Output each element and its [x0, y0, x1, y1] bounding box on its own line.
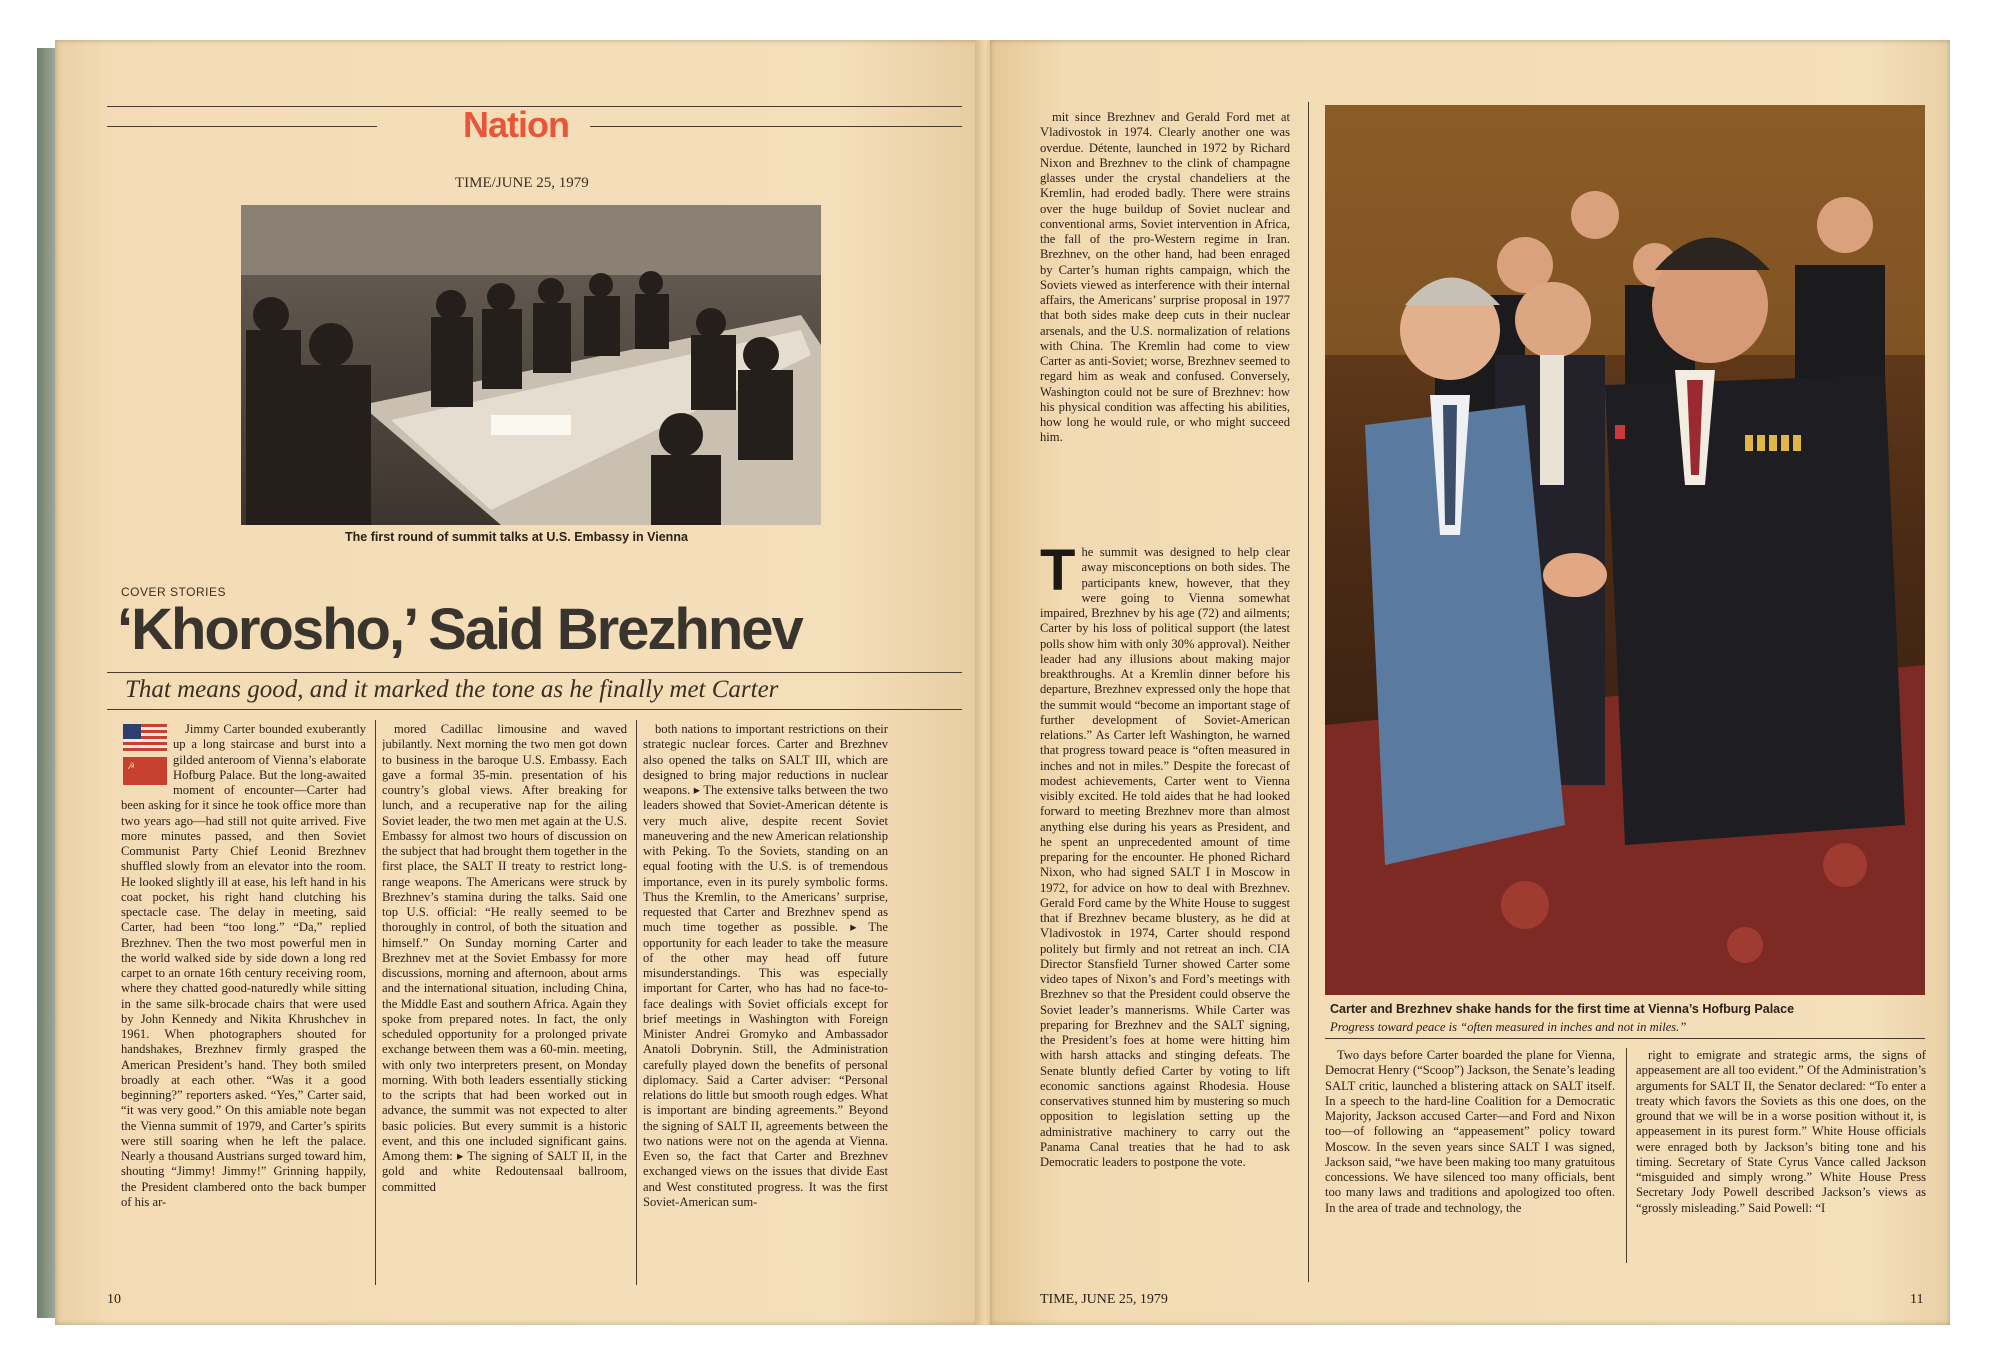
caption-rule: [1325, 1038, 1925, 1039]
right-column-1b-text: he summit was designed to help clear away misconceptions on both sides. The participants knew, however, that they were going to Vienna somewhat impaired, Brezhnev by his age (72) and ailments; Carter by his loss of political support (the latest polls show him with only 30% approval). Neither leader had any illusions about making major breakthroughs. At a Kremlin dinner before his departure, Brezhnev expressed only the hope that the summit would “become an important stage of further development of Soviet-American relations.” As Carter left Washington, he warned that progress toward peace is “often measured in inches and not in miles.” Despite the forecast of modest achievements, Carter went to Vienna visibly excited. He told aides that he had looked forward to meeting Brezhnev more than almost anything else during his years as President, and he spent an unprecedented amount of time preparing for the encounter. He phoned Richard Nixon, who had signed SALT I in Moscow in 1972, for advice on how to deal with Brezhnev. Gerald Ford came by the White House to suggest that if Brezhnev became blustery, as he did at Vladivostok in 1974, Carter should respond politely but firmly and not retreat an inch. CIA Director Stansfield Turner showed Carter some video tapes of Nixon’s and Ford’s meetings with Brezhnev so that the President could observe the Soviet leader’s mannerisms. While Carter was preparing for Brezhnev and the SALT signing, the President’s foes at home were hitting him with harsh attacks and stinging defeats. The Senate bluntly defied Carter by voting to lift economic sanctions against Rhodesia. House conservatives stunned him by mustering so much opposition to legislation setting up the administrative machinery to carry out the Panama Canal treaties that he had to ask Democratic leaders to postpone the vote.: [1040, 545, 1290, 1169]
summit-talks-photo: [241, 205, 821, 525]
right-photo-caption: Carter and Brezhnev shake hands for the first time at Vienna’s Hofburg Palace: [1330, 1002, 1795, 1016]
column-divider-1: [375, 720, 376, 1285]
svg-text:☭: ☭: [127, 762, 136, 772]
right-column-2-text: Two days before Carter boarded the plane for Vienna, Democrat Henry (“Scoop”) Jackson, the Senate’s leading SALT critic, launched a blistering attack on SALT itself. In a speech to the hard-line Coalition for a Democratic Majority, Jackson accused Carter—and Ford and Nixon too—of following an “appeasement” policy toward Moscow. In the seven years since SALT I was signed, Jackson said, “we have been making too many gratuitous concessions. We have silenced too many officials, bent too many laws and traditions and apologized too often. In the area of trade and technology, the: [1325, 1048, 1615, 1215]
handshake-image: [1325, 105, 1925, 995]
column-3-text: both nations to important restrictions on their strategic nuclear forces. Carter and Brezhnev also opened the talks on SALT III, which are designed to bring major reductions in nuclear weapons. ▸ The extensive talks between the two leaders showed that Soviet-American détente is very much alive, despite recent Soviet maneuvering and the new American relationship with Peking. To the Soviets, standing on an equal footing with the U.S. is of tremendous importance, even in its purely symbolic forms. Thus the Kremlin, to the Americans’ surprise, requested that Carter and Brezhnev spend as much time together as possible. ▸ The opportunity for each leader to take the measure of the other may head off future misunderstandings. This was especially important for Carter, who has had no face-to-face dealings with Soviet officials except for brief meetings in Washington with Foreign Minister Andrei Gromyko and Ambassador Anatoli Dobrynin. Still, the Administration carefully played down the benefits of personal diplomacy. Said a Carter adviser: “Personal relations do little but smooth rough edges. What is important are binding agreements.” Beyond the signing of SALT II, agreements between the two nations were not on the agenda at Vienna. Even so, the fact that Carter and Brezhnev exchanged views on the issues that divide East and West constituted progress. It was the first Soviet-American sum-: [643, 722, 888, 1209]
header-rule-left: [107, 126, 377, 127]
headline: ‘Khorosho,’ Said Brezhnev: [117, 597, 802, 662]
header-rule-right: [590, 126, 962, 127]
right-column-1-text: mit since Brezhnev and Gerald Ford met at Vladivostok in 1974. Clearly another one was overdue. Détente, launched in 1972 by Richard Nixon and Brezhnev to the clink of champagne glasses under the crystal chandeliers at the Kremlin, had eroded badly. There were strains over the huge buildup of Soviet nuclear and conventional arms, Soviet intervention in Africa, the fall of the pro-Western regime in Iran. Brezhnev, on the other hand, had been enraged by Carter’s human rights campaign, which the Soviets viewed as interference with their internal affairs, the Americans’ surprise proposal in 1977 that both sides make deep cuts in their nuclear arsenals, and the U.S. normalization of relations with China. The Kremlin had come to view Carter as anti-Soviet; worse, Brezhnev seemed to regard him as weak and confused. Conversely, Washington could not be sure of Brezhnev: how his physical condition was affecting his abilities, how long he would rule, or who might succeed him.: [1040, 110, 1290, 445]
subhead: That means good, and it marked the tone as he finally met Carter: [125, 676, 779, 703]
column-2-text: mored Cadillac limousine and waved jubilantly. Next morning the two men got down to business in the baroque U.S. Embassy. Each gave a formal 35-min. presentation of his country’s global views. After breaking for lunch, and a recuperative nap for the ailing Soviet leader, the two men met again at the U.S. Embassy for almost two hours of discussion on the subject that had brought them together in the first place, the SALT II treaty to restrict long-range weapons. The Americans were struck by Brezhnev’s stamina during the talks. Said one top U.S. official: “He really seemed to be thoroughly in control, of both the situation and himself.” On Sunday morning Carter and Brezhnev met at the Soviet Embassy for more discussions, morning and afternoon, about arms and the international situation, including China, the Middle East and southern Africa. Again they spoke from prepared notes. In fact, the only scheduled opportunity for a prolonged private exchange between them was a 60-min. meeting, with only two interpreters present, on Monday morning. With both leaders essentially sticking to the scripts that had been worked out in advance, the summit was not expected to alter basic policies. But every summit is a historic event, and this one included significant gains. Among them: ▸ The signing of SALT II, in the gold and white Redoutensaal ballroom, committed: [382, 722, 627, 1194]
dropcap: T: [1040, 545, 1076, 603]
right-column-2: [1325, 1048, 1615, 1263]
right-column-3: [1636, 1048, 1926, 1263]
column-divider-2: [636, 720, 637, 1285]
section-title: Nation: [463, 104, 569, 145]
subhead-rule: [107, 709, 962, 710]
page-number-right: 11: [1910, 1292, 1924, 1307]
left-photo-caption: The first round of summit talks at U.S. Embassy in Vienna: [345, 530, 688, 544]
article-column-2: [382, 722, 627, 1284]
article-column-3: [643, 722, 888, 1284]
right-column-3-text: right to emigrate and strategic arms, the signs of appeasement are all too evident.” Of the Administration’s arguments for SALT II, the Senator declared: “To enter a treaty which favors the Soviets as this one does, on the ground that we will be in a worse position without it, is appeasement in its purest form.” White House officials were enraged both by Jackson’s biting tone and his timing. Secretary of State Cyrus Vance called Jackson “misguided and simply wrong.” White House Press Secretary Jody Powell described Jackson’s views as “grossly misleading.” Said Powell: “I: [1636, 1048, 1926, 1215]
left-page: [55, 40, 980, 1325]
column-1-text: Jimmy Carter bounded exuberantly up a long staircase and burst into a gilded anteroom of Vienna’s elaborate Hofburg Palace. But the long-awaited moment of encounter—Carter had been asking for it since he took office more than two years ago—had still not quite arrived. Five more minutes passed, and then Soviet Communist Party Chief Leonid Brezhnev shuffled slowly from an elevator into the room. He looked slightly ill at ease, his left hand in his coat pocket, his right hand clutching his spectacle case. The delay in meeting, said Carter, had been “too long.” “Da,” replied Brezhnev. Then the two most powerful men in the world walked side by side down a long red carpet to an ornate 16th century receiving room, where they chatted good-naturedly while sitting in the same silk-brocade chairs that were used by John Kennedy and Nikita Khrushchev in 1961. When photographers shouted for handshakes, Brezhnev firmly grasped the American President’s hand. They both smiled broadly at each other. “Was it a good beginning?” reporters asked. “Yes,” Carter said, “it was very good.” On this amiable note began the Vienna summit of 1979, and Carter’s spirits were still soaring when he left the palace. Nearly a thousand Austrians surged toward him, shouting “Jimmy! Jimmy!” Grinning happily, the President clambered onto the back bumper of his ar-: [121, 722, 366, 1209]
magazine-edge: [37, 48, 57, 1318]
right-column-1: [1040, 110, 1290, 535]
right-photo-subcaption: Progress toward peace is “often measured in inches and not in miles.”: [1330, 1020, 1687, 1034]
right-column-divider: [1308, 102, 1309, 1282]
right-page: [990, 40, 1950, 1325]
right-column-divider-2: [1626, 1048, 1627, 1263]
footer-dateline: TIME, JUNE 25, 1979: [1040, 1292, 1168, 1307]
kicker: COVER STORIES: [121, 585, 226, 599]
dateline: TIME/JUNE 25, 1979: [455, 175, 589, 191]
article-column-1: [121, 722, 366, 1284]
handshake-photo: [1325, 105, 1925, 995]
headline-rule: [107, 672, 962, 673]
right-column-1b: [1040, 545, 1290, 1263]
summit-talks-image: [241, 205, 821, 525]
page-number-left: 10: [107, 1292, 121, 1307]
